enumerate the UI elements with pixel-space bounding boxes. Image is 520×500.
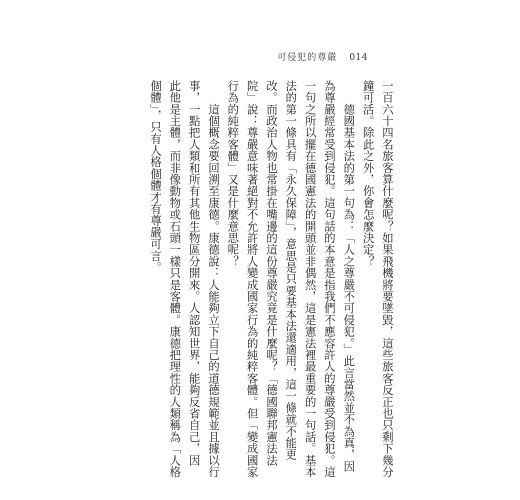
text-column: 法的第一條具有「永久保障」，意思是只要基本法還適用，這一條就不能更	[284, 80, 298, 461]
text-column: 一百六十四名旅客算什麼呢？如果飛機將要墜毀，這些旅客反正也只剩下幾分	[380, 80, 394, 478]
text-column: 一句之所以擺在德國憲法的開頭並非偶然，這是憲法裡最重要的一句話。基本	[303, 80, 317, 478]
text-column: 事，一點把人類和所有其他生物區分開來。人認知世界，能夠反省自己，因	[187, 80, 201, 467]
running-title: 可侵犯的尊嚴	[277, 53, 338, 63]
text-column: 院」說：尊嚴意味著絕對不允許將人變成國家行為的純粹客體。但「變成國家	[245, 80, 259, 478]
text-column: 為尊嚴經常受到侵犯。這句話的本意是指我們不應容許人的尊嚴受到侵犯。這	[322, 80, 336, 478]
page-number: 014	[349, 53, 368, 63]
text-column: 德國基本法的第一句為：「人之尊嚴不可侵犯。」此言當然並不為真，因	[342, 80, 356, 473]
text-column: 個體」，只有人格個體才有尊嚴可言。	[149, 80, 162, 274]
vertical-text-block	[149, 80, 394, 478]
text-column: 此他是主體，而非像動物或石頭一樣只是客體。康德把理性的人類稱為「人格	[168, 80, 182, 478]
text-column: 鐘可活。除此之外，你會怎麼決定？	[361, 80, 375, 268]
text-column: 行為的純粹客體」又是什麼意思呢？	[226, 80, 240, 268]
running-header	[277, 50, 368, 63]
text-column: 改。而政治人物也常掛在嘴邊的這份尊嚴究竟是什麼呢？「德國聯邦憲法法	[264, 80, 278, 467]
text-column: 這個概念要回溯至康德。康德說：人能夠立下自己的道德規範並且據以行	[206, 80, 220, 478]
